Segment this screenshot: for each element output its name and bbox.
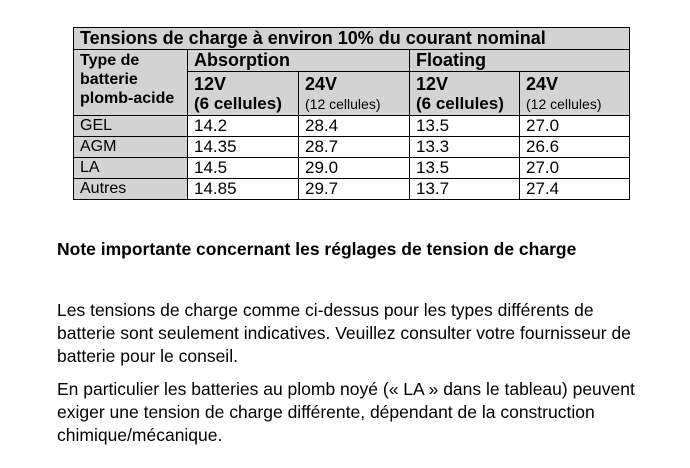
- row-type-label: AGM: [74, 137, 188, 158]
- voltage-label: 24V: [305, 73, 338, 94]
- floating-24v-header: [520, 72, 630, 116]
- table-cell: 14.35: [188, 137, 299, 158]
- voltage-label: 12V: [416, 73, 449, 94]
- table-cell: 27.4: [520, 179, 630, 200]
- floating-12v-header: [410, 72, 520, 116]
- voltage-label: 24V: [526, 73, 559, 94]
- charge-voltage-table: [73, 27, 630, 200]
- table-cell: 13.5: [410, 158, 520, 179]
- table-title: Tensions de charge à environ 10% du courant nominal: [74, 28, 630, 50]
- absorption-12v-header: [188, 72, 299, 116]
- note-paragraph: En particulier les batteries au plomb noyé (« LA » dans le tableau) peuvent exiger une tension de charge différente, dépendant de la construction chimique/mécanique.: [57, 379, 635, 445]
- row-type-label: GEL: [74, 116, 188, 137]
- table-cell: 13.7: [410, 179, 520, 200]
- floating-header: Floating: [410, 50, 630, 72]
- table-cell: 13.5: [410, 116, 520, 137]
- cells-label: (12 cellules): [526, 95, 602, 112]
- battery-type-header: Type de batterie plomb-acide: [74, 50, 188, 116]
- table-cell: 27.0: [520, 158, 630, 179]
- table-cell: 14.2: [188, 116, 299, 137]
- cells-label: (12 cellules): [305, 95, 381, 112]
- row-type-label: LA: [74, 158, 188, 179]
- table-cell: 14.85: [188, 179, 299, 200]
- absorption-header: Absorption: [188, 50, 410, 72]
- table-row: [74, 137, 630, 158]
- voltage-label: 12V: [194, 73, 227, 94]
- table-cell: 28.7: [299, 137, 410, 158]
- table-cell: 26.6: [520, 137, 630, 158]
- table-cell: 29.0: [299, 158, 410, 179]
- table-cell: 14.5: [188, 158, 299, 179]
- absorption-24v-header: [299, 72, 410, 116]
- table-cell: 28.4: [299, 116, 410, 137]
- table-cell: 29.7: [299, 179, 410, 200]
- row-type-label: Autres: [74, 179, 188, 200]
- table-row: [74, 179, 630, 200]
- cells-label: (6 cellules): [416, 93, 504, 113]
- table-cell: 27.0: [520, 116, 630, 137]
- table-row: [74, 116, 630, 137]
- table-row: [74, 158, 630, 179]
- note-paragraph: Les tensions de charge comme ci-dessus pour les types différents de batterie sont seulement indicatives. Veuillez consulter votre fournisseur de batterie pour le conseil.: [57, 300, 631, 366]
- table-cell: 13.3: [410, 137, 520, 158]
- cells-label: (6 cellules): [194, 93, 282, 113]
- note-title: Note importante concernant les réglages de tension de charge: [57, 239, 577, 259]
